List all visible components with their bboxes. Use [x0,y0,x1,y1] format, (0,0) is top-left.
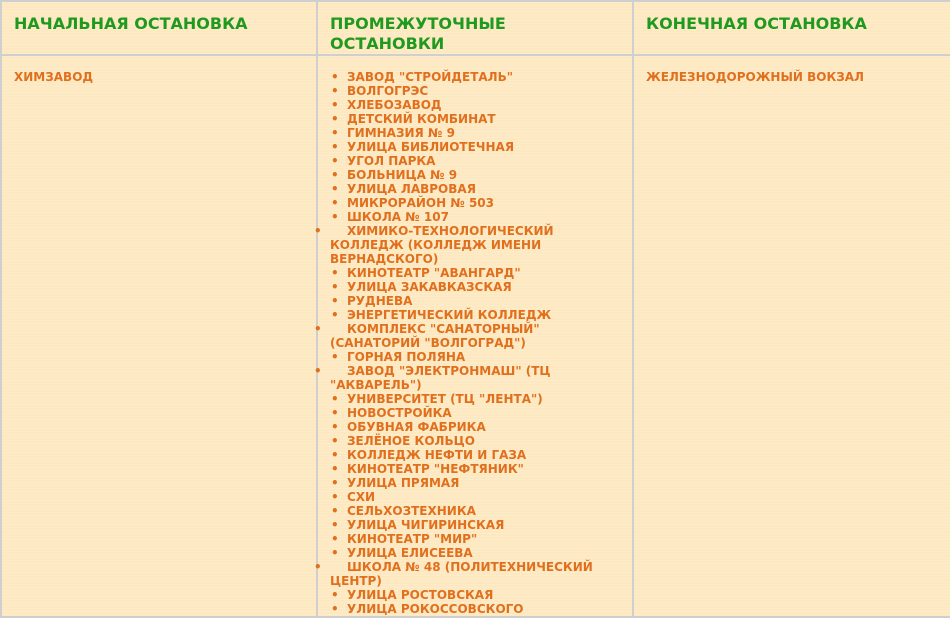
stop-name: РУДНЕВА [347,294,413,308]
stop-name: СЕЛЬХОЗТЕХНИКА [347,504,476,518]
stop-name: ШКОЛА № 48 (ПОЛИТЕХНИЧЕСКИЙ ЦЕНТР) [330,560,593,588]
bullet-icon: • [331,476,339,490]
stop-name: УЛИЦА БИБЛИОТЕЧНАЯ [347,140,515,154]
stop-name: НОВОСТРОЙКА [347,406,452,420]
bullet-icon: • [331,546,339,560]
stop-name: УЛИЦА РОКОССОВСКОГО [347,602,524,616]
stop-name: СХИ [347,490,376,504]
stop-name: УЛИЦА ПРЯМАЯ [347,476,460,490]
bullet-icon: • [331,112,339,126]
bullet-icon: • [331,602,339,616]
stop-list-item [330,70,620,84]
stop-list-item [330,588,620,602]
stop-list-item [330,448,620,462]
bullet-icon: • [331,196,339,210]
bullet-icon: • [331,266,339,280]
bullet-icon: • [314,224,322,238]
stop-list-item [330,112,620,126]
stop-list-item [330,266,620,280]
stop-name: УЛИЦА ЕЛИСЕЕВА [347,546,473,560]
stop-list-item [330,392,620,406]
stop-name: КИНОТЕАТР "АВАНГАРД" [347,266,521,280]
stop-list-item [330,406,620,420]
bullet-icon: • [331,504,339,518]
bullet-icon: • [331,126,339,140]
stop-name: КИНОТЕАТР "МИР" [347,532,478,546]
bullet-icon: • [331,154,339,168]
stop-name: БОЛЬНИЦА № 9 [347,168,458,182]
bullet-icon: • [314,560,322,574]
stop-list-item [330,84,620,98]
stop-list-item [330,420,620,434]
bullet-icon: • [331,532,339,546]
end-stop-cell [633,55,950,617]
stop-list-item [330,532,620,546]
stop-name: ДЕТСКИЙ КОМБИНАТ [347,112,496,126]
bullet-icon: • [331,168,339,182]
stop-list-item [330,98,620,112]
stop-name: УГОЛ ПАРКА [347,154,436,168]
stop-name: ГОРНАЯ ПОЛЯНА [347,350,466,364]
end-stop-header: КОНЕЧНАЯ ОСТАНОВКА [633,1,950,55]
stop-list-item [314,224,620,266]
stop-list-item [330,434,620,448]
bullet-icon: • [331,406,339,420]
stop-name: ХИМИКО-ТЕХНОЛОГИЧЕСКИЙ КОЛЛЕДЖ (КОЛЛЕДЖ ИМЕНИ ВЕРНАДСКОГО) [330,224,554,266]
stop-name: КОМПЛЕКС "САНАТОРНЫЙ" (САНАТОРИЙ "ВОЛГОГРАД") [330,322,540,350]
stop-list-item [330,168,620,182]
bullet-icon: • [331,84,339,98]
stop-list-item [330,182,620,196]
stop-list-item [330,350,620,364]
stop-name: ГИМНАЗИЯ № 9 [347,126,455,140]
stop-list-item [330,476,620,490]
bullet-icon: • [331,448,339,462]
bullet-icon: • [314,364,322,378]
stop-name: УНИВЕРСИТЕТ (ТЦ "ЛЕНТА") [347,392,543,406]
bullet-icon: • [331,70,339,84]
stop-name: ЗЕЛЁНОЕ КОЛЬЦО [347,434,475,448]
intermediate-stops-header: ПРОМЕЖУТОЧНЫЕ ОСТАНОВКИ [317,1,633,55]
bullet-icon: • [331,392,339,406]
stop-name: МИКРОРАЙОН № 503 [347,196,494,210]
route-row [1,55,950,617]
stop-name: ЗАВОД "ЭЛЕКТРОНМАШ" (ТЦ "АКВАРЕЛЬ") [330,364,551,392]
stop-list-item [330,308,620,322]
bullet-icon: • [331,420,339,434]
stop-name: УЛИЦА РОСТОВСКАЯ [347,588,494,602]
stop-name: ШКОЛА № 107 [347,210,449,224]
bullet-icon: • [331,280,339,294]
stop-name: КОЛЛЕДЖ НЕФТИ И ГАЗА [347,448,527,462]
stop-list-item [314,364,620,392]
stop-list-item [330,126,620,140]
intermediate-stops-cell [314,55,633,617]
bullet-icon: • [331,98,339,112]
stop-list-item [330,210,620,224]
bullet-icon: • [331,434,339,448]
stop-name: УЛИЦА ЗАКАВКАЗСКАЯ [347,280,512,294]
stop-list-item [330,504,620,518]
start-stop-cell [1,55,317,617]
stop-name: КИНОТЕАТР "НЕФТЯНИК" [347,462,524,476]
stop-list-item [330,462,620,476]
stop-list-item [330,196,620,210]
stop-list-item [330,602,620,616]
start-stop-header: НАЧАЛЬНАЯ ОСТАНОВКА [1,1,317,55]
bullet-icon: • [331,210,339,224]
bullet-icon: • [331,182,339,196]
bullet-icon: • [331,518,339,532]
header-row [1,1,950,55]
stop-list-item [330,518,620,532]
stop-list-item [330,154,620,168]
stop-name: ХЛЕБОЗАВОД [347,98,442,112]
stop-name: УЛИЦА ЛАВРОВАЯ [347,182,476,196]
bullet-icon: • [331,462,339,476]
stop-list-item [330,140,620,154]
start-stop-name: ХИМЗАВОД [14,70,94,84]
stop-list-item [330,490,620,504]
bullet-icon: • [331,140,339,154]
bullet-icon: • [331,308,339,322]
stop-list-item [330,294,620,308]
bullet-icon: • [331,350,339,364]
stop-name: ЭНЕРГЕТИЧЕСКИЙ КОЛЛЕДЖ [347,308,552,322]
stop-list-item [330,546,620,560]
stop-list-item [314,560,620,588]
intermediate-stops-list [314,70,620,616]
stop-name: ЗАВОД "СТРОЙДЕТАЛЬ" [347,70,514,84]
bullet-icon: • [331,490,339,504]
bullet-icon: • [314,322,322,336]
bullet-icon: • [331,294,339,308]
stop-name: УЛИЦА ЧИГИРИНСКАЯ [347,518,505,532]
end-stop-name: ЖЕЛЕЗНОДОРОЖНЫЙ ВОКЗАЛ [646,70,865,84]
stop-name: ВОЛГОГРЭС [347,84,429,98]
stop-list-item [330,280,620,294]
stop-list-item [314,322,620,350]
bullet-icon: • [331,588,339,602]
stop-name: ОБУВНАЯ ФАБРИКА [347,420,486,434]
